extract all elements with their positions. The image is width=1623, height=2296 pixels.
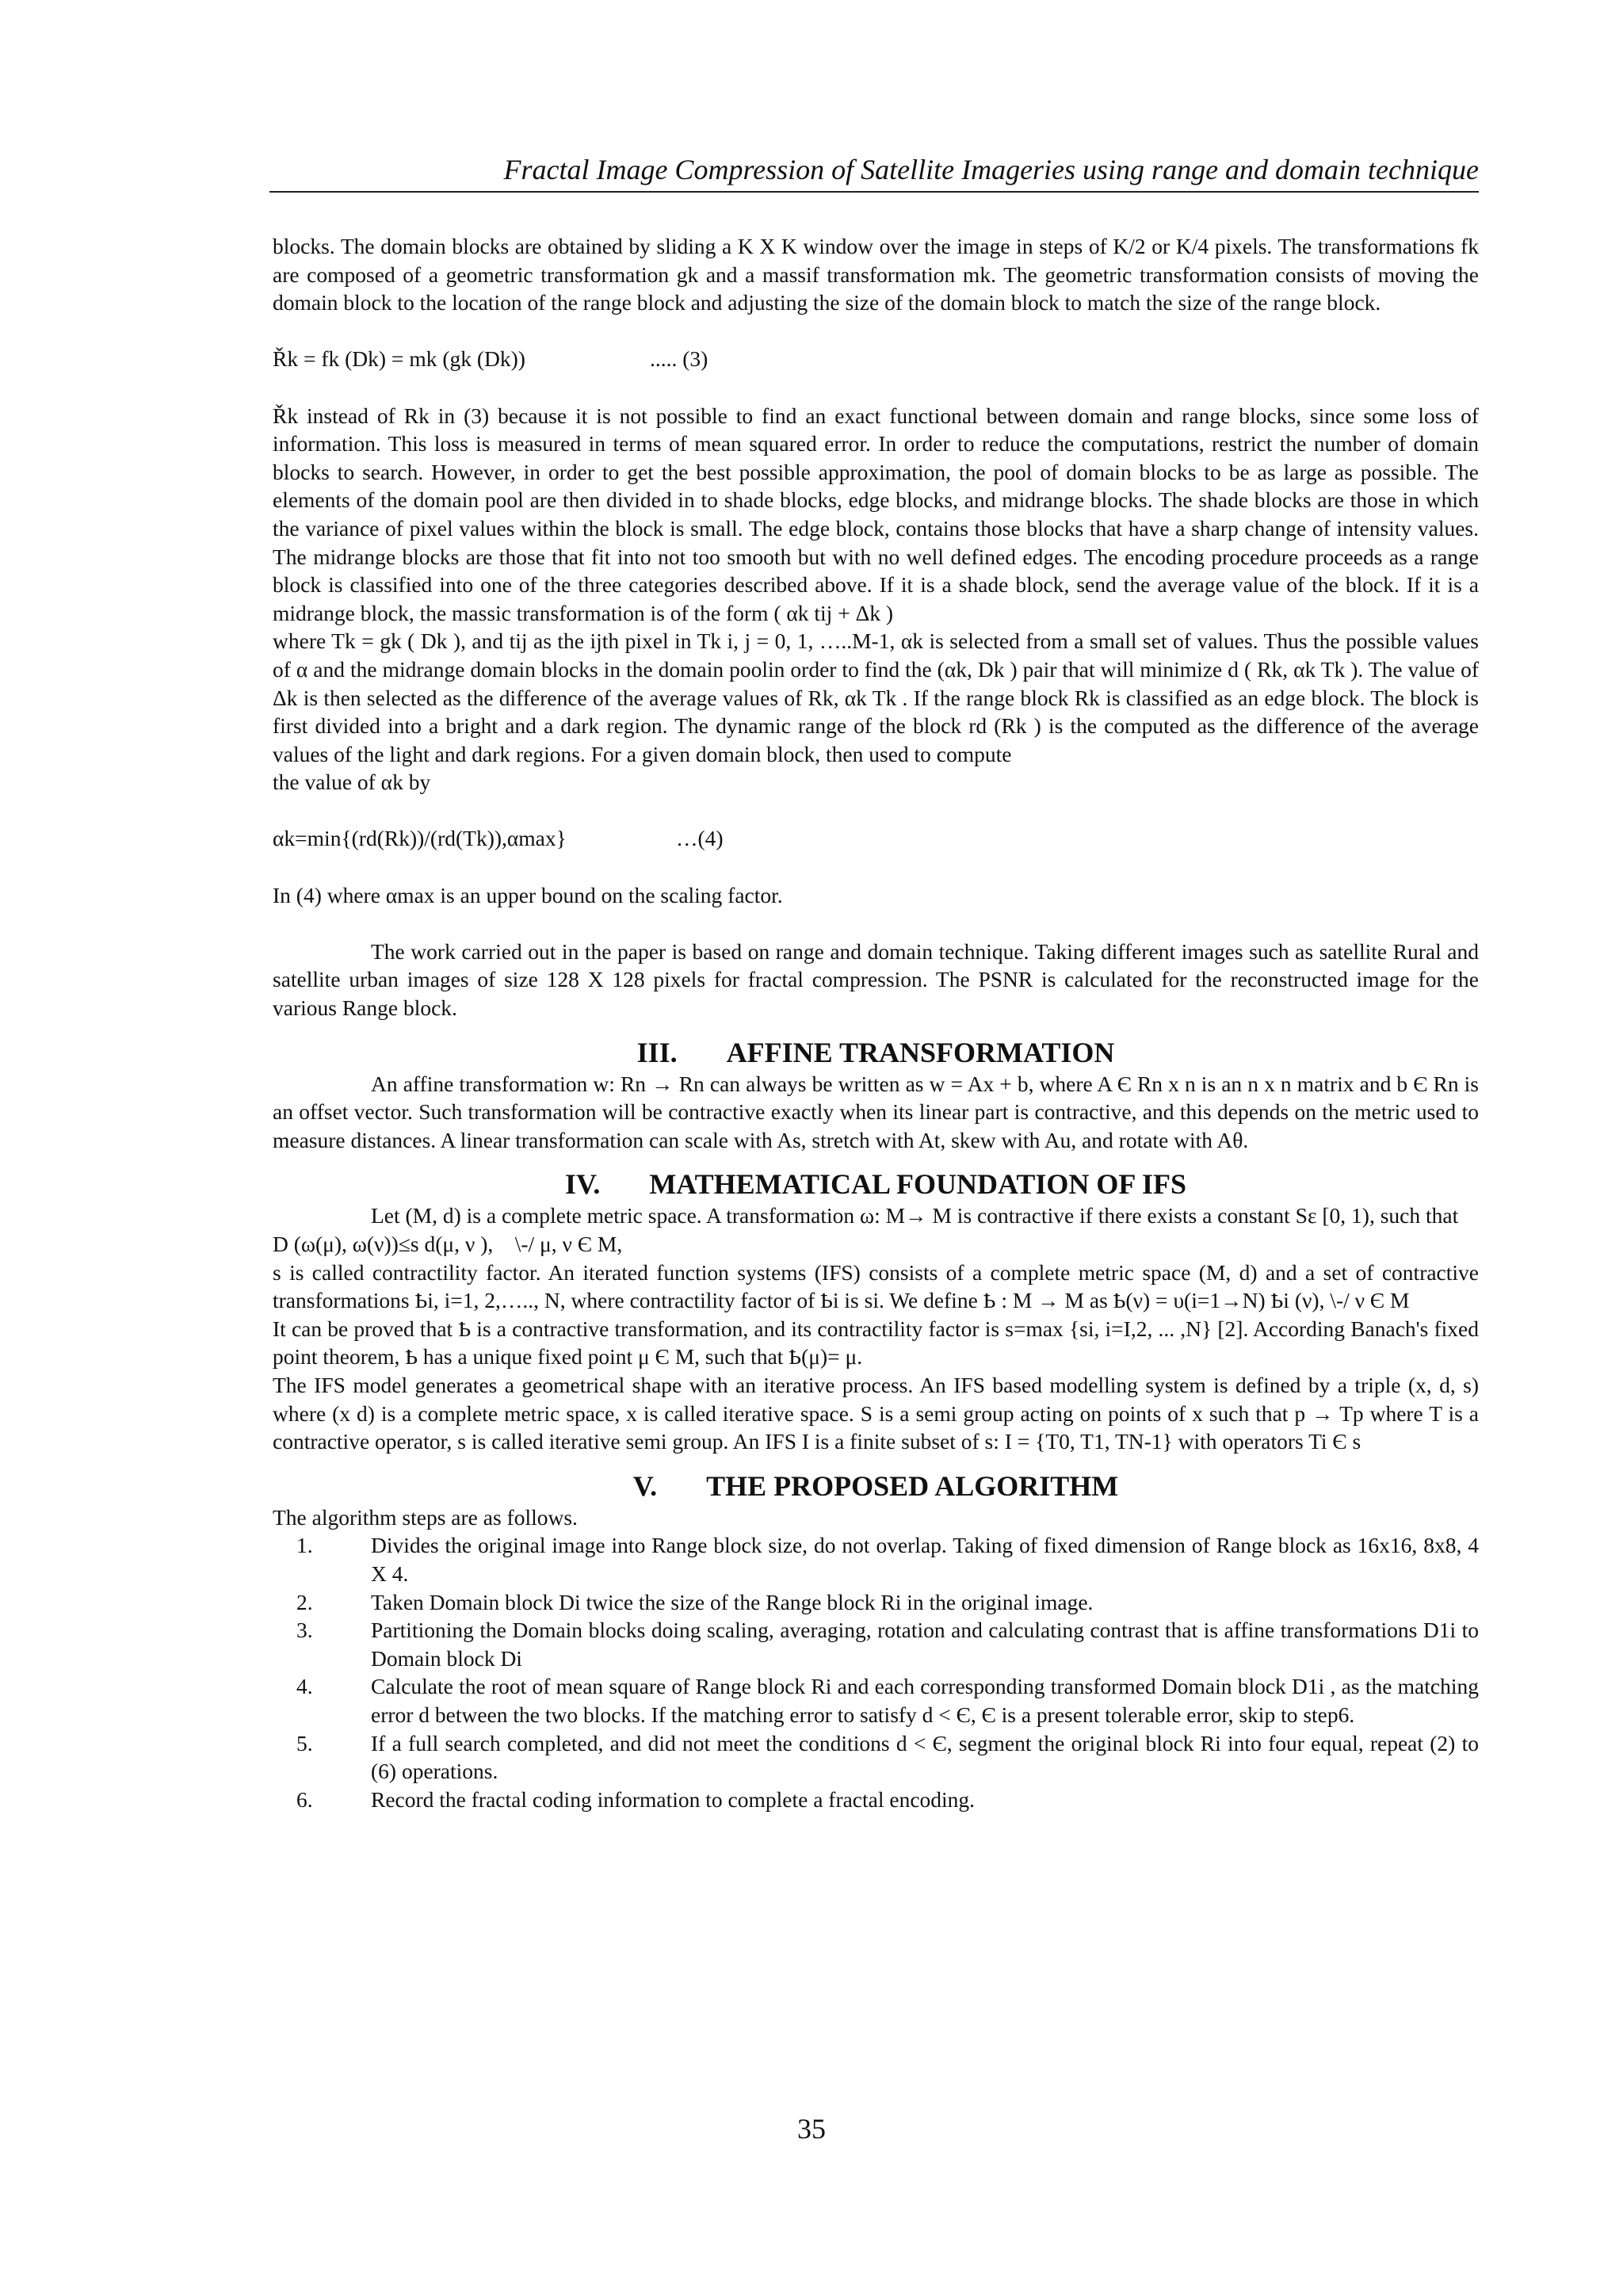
formula-contractivity: D (ω(μ), ω(ν))≤s d(μ, ν ), \-/ μ, ν Є M, [273,1232,623,1256]
equation-4-expression: αk=min{(rd(Rk))/(rd(Tk)),αmax} [273,826,567,851]
step-number: 1. [296,1533,313,1558]
spacer [273,853,1479,881]
body-text [273,232,1479,1813]
step-number: 5. [296,1730,313,1755]
paragraph-alpha-max: In (4) where αmax is an upper bound on the scaling factor. [273,882,783,907]
step-number: 3. [296,1618,313,1643]
algorithm-steps [273,1531,1479,1813]
spacer [273,373,1479,402]
equation-3 [273,345,1479,373]
equation-3-expression: Řk = fk (Dk) = mk (gk (Dk)) [273,346,525,372]
section-title: THE PROPOSED ALGORITHM [706,1469,1119,1502]
paragraph-work-summary: The work carried out in the paper is based on range and domain technique. Taking different images such as satellite Rural and satellite urban images of size 128 X 128 pixels for fractal compression. The PSNR is calculated for the reconstructed image for the various Range block. [273,938,1479,1021]
section-number: III. [636,1036,678,1068]
spacer [273,317,1479,346]
paragraph-ifs-model: The IFS model generates a geometrical shape with an iterative process. An IFS based modelling system is defined by a triple (x, d, s) where (x d) is a complete metric space, x is called iterative space. S is a semi group acting on points of x such that p → Tp where T is a contractive operator, s is called iterative semi group. An IFS I is a finite subset of s: I = {T0, T1, TN-1} with operators Ti Є s [273,1372,1479,1454]
section-heading-ifs [273,1168,1479,1200]
equation-3-number: ..... (3) [650,346,708,372]
step-number: 2. [296,1589,313,1614]
step-text: Taken Domain block Di twice the size of the Range block Ri in the original image. [371,1589,1094,1614]
list-item [273,1729,1479,1786]
paragraph-affine-transformation: An affine transformation w: Rn → Rn can always be written as w = Ax + b, where A Є Rn x n is an n x n matrix and b Є Rn is an offset vector. Such transformation will be contractive exactly when its linear part is contractive, and this depends on the metric used to measure distances. A linear transformation can scale with As, stretch with At, skew with Au, and rotate with Aθ. [273,1071,1479,1152]
paragraph-block-classification: Řk instead of Rk in (3) because it is not possible to find an exact functional between domain and range blocks, since some loss of information. This loss is measured in terms of mean squared error. In order to reduce the computations, restrict the number of domain blocks to search. However, in order to get the best possible approximation, the pool of domain blocks to be as large as possible. The elements of the domain pool are then divided in to shade blocks, edge blocks, and midrange blocks. The shade blocks are those in which the variance of pixel values within the block is small. The edge block, contains those blocks that have a sharp change of intensity values. The midrange blocks are those that fit into not too smooth but with no well defined edges. The encoding procedure proceeds as a range block is classified into one of the three categories described above. If it is a shade block, send the average value of the block. If it is a midrange block, the massic transformation is of the form ( αk tij + Δk ) [273,403,1479,625]
step-number: 4. [296,1674,313,1699]
section-title: AFFINE TRANSFORMATION [726,1036,1115,1068]
section-number: V. [632,1469,658,1502]
paragraph-ifs-definition: s is called contractility factor. An iterated function systems (IFS) consists of a complete metric space (M, d) and a set of contractive transformations Ҍi, i=1, 2,….., N, where contractility factor of Ҍi is si. We define Ҍ : M → M as Ҍ(ν) = υ(i=1→N) Ҍi (ν), \-/ ν Є M [273,1259,1479,1313]
step-text: If a full search completed, and did not meet the conditions d < Є, segment the original block Ri into four equal, repeat (2) to (6) operations. [371,1730,1479,1784]
running-header: Fractal Image Compression of Satellite Imageries using range and domain technique [503,154,1479,185]
step-text: Divides the original image into Range block size, do not overlap. Taking of fixed dimension of Range block as 16x16, 8x8, 4 X 4. [371,1533,1479,1586]
list-item [273,1786,1479,1814]
paragraph-domain-blocks: blocks. The domain blocks are obtained by sliding a K X K window over the image in steps of K/2 or K/4 pixels. The transformations fk are composed of a geometric transformation gk and a massif transformation mk. The geometric transformation consists of moving the domain block to the location of the range block and adjusting the size of the domain block to match the size of the range block. [273,234,1479,315]
section-title: MATHEMATICAL FOUNDATION OF IFS [649,1168,1187,1201]
equation-4 [273,824,1479,853]
list-item [273,1616,1479,1672]
paragraph-alpha-value: the value of αk by [273,770,431,795]
spacer [273,909,1479,938]
section-number: IV. [564,1168,601,1201]
paragraph-midrange-blocks: where Tk = gk ( Dk ), and tij as the ijth pixel in Tk i, j = 0, 1, …..M-1, αk is selected from a small set of values. Thus the possible values of α and the midrange domain blocks in the domain poolin order to find the (αk, Dk ) pair that will minimize d ( Rk, αk Tk ). The value of Δk is then selected as the difference of the average values of Rk, αk Tk . If the range block Rk is classified as an edge block. The block is first divided into a bright and a dark region. The dynamic range of the block rd (Rk ) is the computed as the difference of the average values of the light and dark regions. For a given domain block, then used to compute [273,628,1479,766]
paragraph-banach: It can be proved that Ҍ is a contractive transformation, and its contractility factor is s=max {si, i=I,2, ... ,N} [2]. According Banach's fixed point theorem, Ҍ has a unique fixed point μ Є M, such that Ҍ(μ)= μ. [273,1316,1479,1370]
step-text: Calculate the root of mean square of Range block Ri and each corresponding transformed Domain block D1i , as the matching error d between the two blocks. If the matching error to satisfy d < Є, Є is a present tolerable error, skip to step6. [371,1674,1479,1727]
page-number: 35 [797,2113,826,2145]
spacer [273,797,1479,825]
list-item [273,1531,1479,1587]
step-number: 6. [296,1786,313,1812]
paragraph-algorithm-intro: The algorithm steps are as follows. [273,1504,578,1530]
paragraph-metric-space: Let (M, d) is a complete metric space. A transformation ω: M→ M is contractive if there exists a constant Sε [0, 1), such that [371,1203,1459,1228]
header-rule [269,191,1479,193]
step-text: Partitioning the Domain blocks doing scaling, averaging, rotation and calculating contrast that is affine transformations D1i to Domain block Di [371,1618,1479,1671]
equation-4-number: …(4) [676,826,724,851]
section-heading-algorithm [273,1470,1479,1502]
list-item [273,1588,1479,1617]
list-item [273,1672,1479,1729]
step-text: Record the fractal coding information to complete a fractal encoding. [371,1786,976,1812]
section-heading-affine [273,1037,1479,1068]
